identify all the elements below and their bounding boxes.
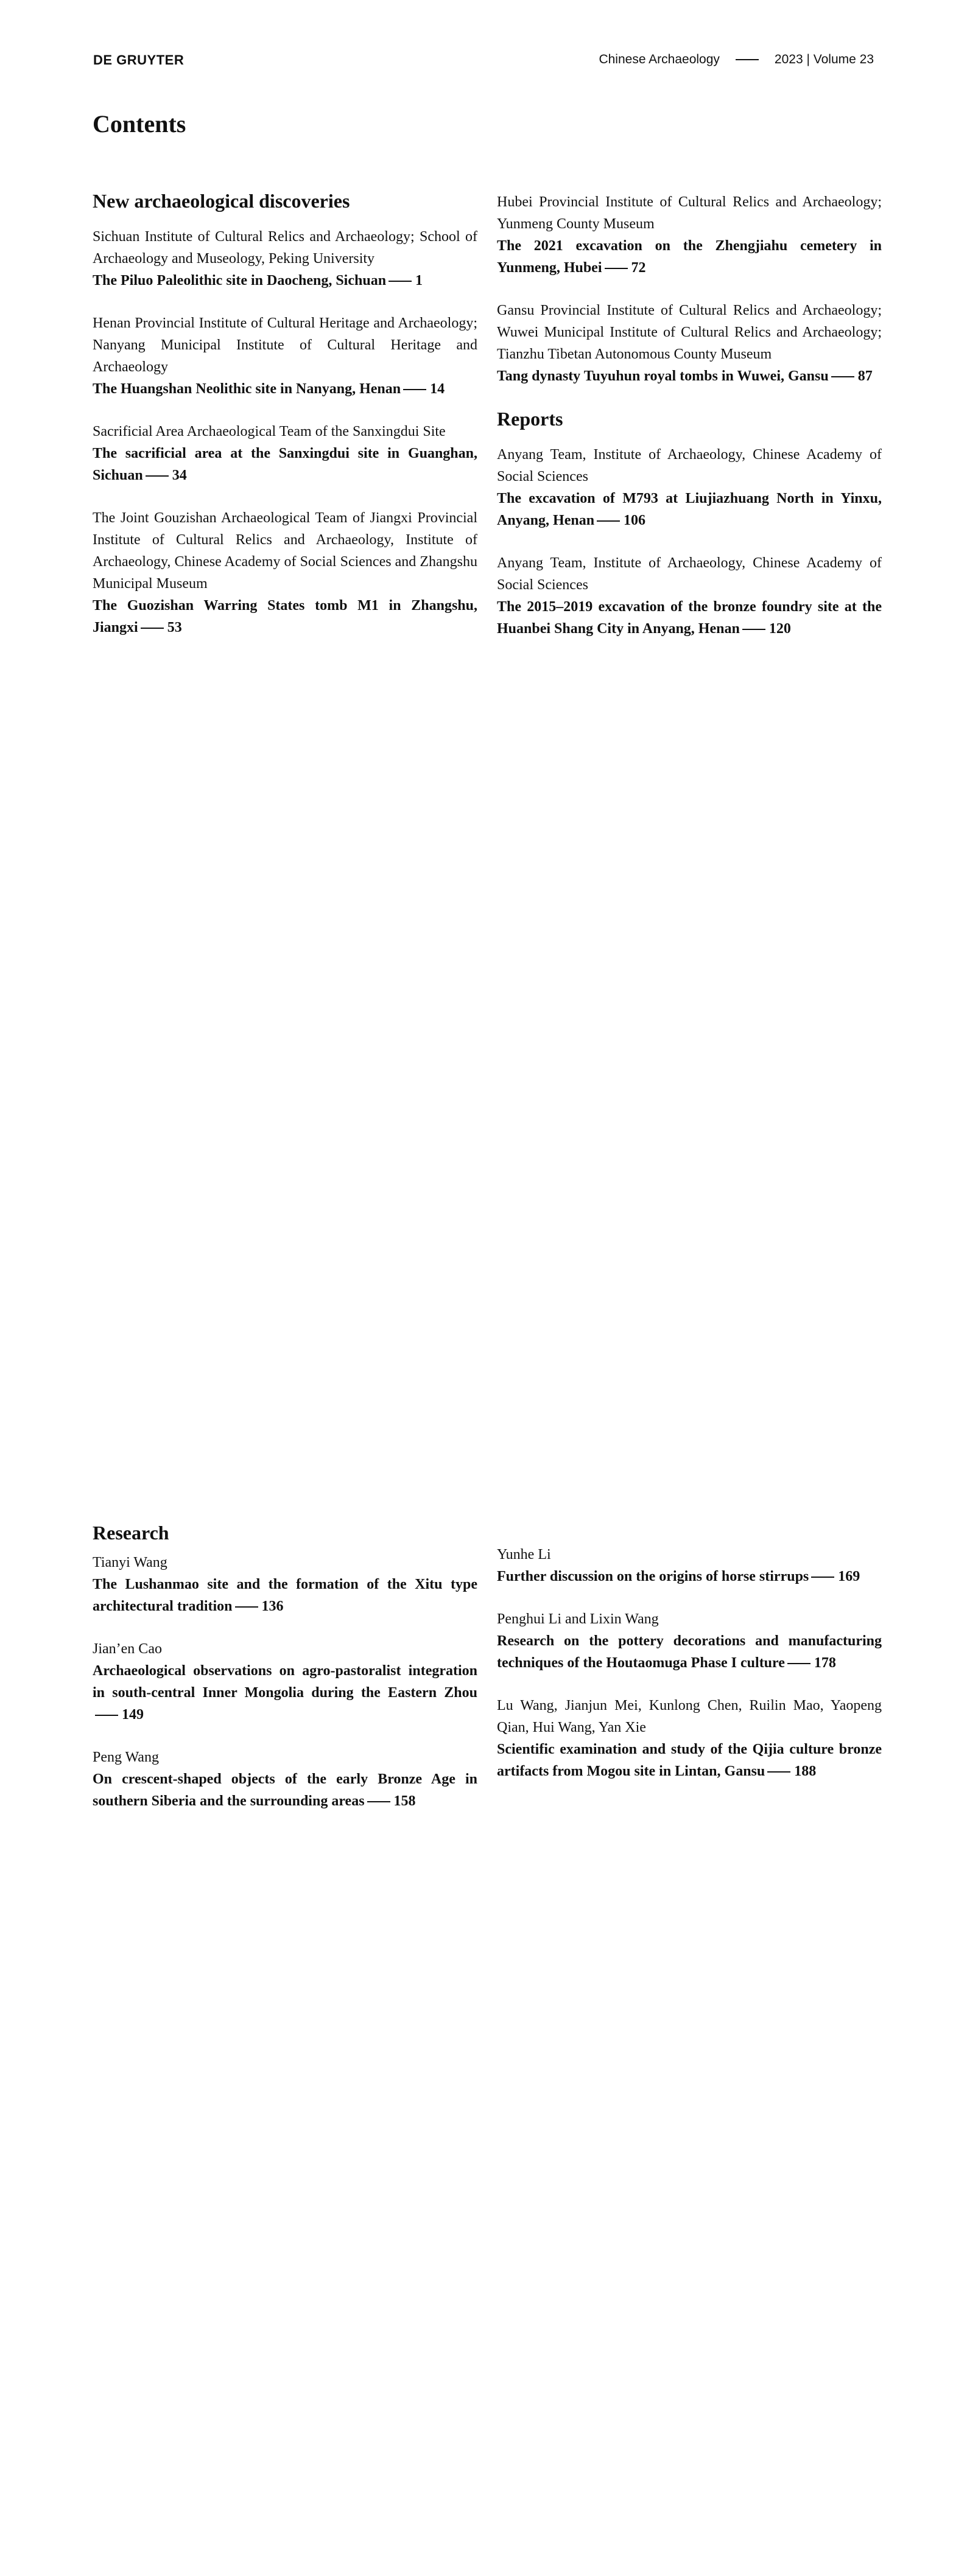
entry-authors: Hubei Provincial Institute of Cultural Relics and Archaeology; Yunmeng County Museum xyxy=(497,194,882,232)
toc-entry[interactable] xyxy=(93,1552,477,1617)
entry-title-link[interactable]: The 2021 excavation on the Zhengjiahu cemetery in Yunmeng, Hubei 72 xyxy=(497,238,882,276)
entry-title-link[interactable]: The Piluo Paleolithic site in Daocheng, Sichuan 1 xyxy=(93,272,423,289)
entry-authors: Gansu Provincial Institute of Cultural Relics and Archaeology; Wuwei Municipal Institute of Cultural Relics and Archaeology; Tianzhu Tibetan Autonomous County Museum xyxy=(497,303,882,362)
page-number: 158 xyxy=(393,1793,416,1809)
page-dash xyxy=(403,389,426,390)
page-dash xyxy=(367,1801,390,1802)
entry-authors: Anyang Team, Institute of Archaeology, Chinese Academy of Social Sciences xyxy=(497,446,882,485)
toc-entry[interactable] xyxy=(93,507,477,639)
page-dash xyxy=(95,1715,118,1716)
page-number: 72 xyxy=(631,260,646,276)
entry-authors: Henan Provincial Institute of Cultural Heritage and Archaeology; Nanyang Municipal Institute of Cultural Heritage and Archaeology xyxy=(93,315,477,375)
entry-authors: The Joint Gouzishan Archaeological Team of Jiangxi Provincial Institute of Cultural Relics and Archaeology, Institute of Archaeology, Chinese Academy of Social Sciences and Zhangshu Municipal Museum xyxy=(93,509,477,592)
entry-title-link[interactable]: The excavation of M793 at Liujiazhuang North in Yinxu, Anyang, Henan 106 xyxy=(497,490,882,528)
page-number: 1 xyxy=(415,272,423,289)
discoveries-column-right xyxy=(497,191,882,660)
toc-entry[interactable] xyxy=(497,1695,882,1782)
toc-entry[interactable] xyxy=(93,312,477,400)
entry-title-link[interactable]: The Lushanmao site and the formation of the Xitu type architectural tradition 136 xyxy=(93,1576,477,1614)
page-number: 53 xyxy=(167,619,182,635)
page-number: 169 xyxy=(838,1569,860,1584)
page-number: 120 xyxy=(768,620,791,637)
entry-authors: Peng Wang xyxy=(93,1749,159,1765)
entry-title-link[interactable]: The Huangshan Neolithic site in Nanyang, Henan 14 xyxy=(93,380,445,397)
page-number: 87 xyxy=(857,368,873,384)
entry-title-link[interactable]: Archaeological observations on agro-pastoralist integration in south-central Inner Mongolia during the Eastern Zhou149 xyxy=(93,1662,477,1723)
toc-entry[interactable] xyxy=(93,1638,477,1726)
page-dash xyxy=(235,1606,258,1608)
entry-title-link[interactable]: Scientific examination and study of the Qijia culture bronze artifacts from Mogou site in Lintan, Gansu 188 xyxy=(497,1741,882,1779)
section-heading-research: Research xyxy=(93,1522,169,1544)
section-heading-reports: Reports xyxy=(497,408,563,430)
issue-info: 2023 | Volume 23 xyxy=(774,52,874,66)
toc-entry[interactable] xyxy=(497,1608,882,1674)
toc-entry[interactable] xyxy=(93,226,477,292)
page-dash xyxy=(811,1577,834,1578)
page-number: 34 xyxy=(172,467,187,483)
publisher-logo: DE GRUYTER xyxy=(93,52,185,68)
entry-authors: Lu Wang, Jianjun Mei, Kunlong Chen, Ruilin Mao, Yaopeng Qian, Hui Wang, Yan Xie xyxy=(497,1698,882,1735)
research-column-left xyxy=(93,1522,477,1833)
page-dash xyxy=(146,475,169,477)
toc-entry[interactable] xyxy=(497,299,882,387)
header-dash xyxy=(736,59,759,60)
entry-authors: Tianyi Wang xyxy=(93,1554,167,1570)
page-number: 149 xyxy=(122,1706,144,1723)
toc-entry[interactable] xyxy=(93,421,477,486)
page-number: 188 xyxy=(794,1763,817,1779)
entry-title-link[interactable]: On crescent-shaped objects of the early Bronze Age in southern Siberia and the surrounding areas 158 xyxy=(93,1771,477,1809)
page-dash xyxy=(787,1663,811,1664)
toc-entry[interactable] xyxy=(497,1544,882,1587)
page-dash xyxy=(767,1771,790,1773)
toc-entry[interactable] xyxy=(497,444,882,531)
page-number: 178 xyxy=(814,1655,836,1671)
page-dash xyxy=(597,520,620,522)
journal-name: Chinese Archaeology xyxy=(599,52,720,66)
page-dash xyxy=(831,376,854,377)
entry-title-link[interactable]: Further discussion on the origins of horse stirrups 169 xyxy=(497,1569,860,1584)
toc-entry[interactable] xyxy=(93,1746,477,1812)
entry-title-link[interactable]: Tang dynasty Tuyuhun royal tombs in Wuwei, Gansu 87 xyxy=(497,368,873,384)
page-dash xyxy=(605,268,628,269)
toc-entry[interactable] xyxy=(497,191,882,279)
page-number: 136 xyxy=(261,1598,284,1614)
entry-authors: Jian’en Cao xyxy=(93,1640,162,1657)
entry-authors: Sichuan Institute of Cultural Relics and Archaeology; School of Archaeology and Museology, Peking University xyxy=(93,228,477,267)
entry-title-link[interactable]: Research on the pottery decorations and manufacturing techniques of the Houtaomuga Phase I culture 178 xyxy=(497,1633,882,1671)
page-number: 106 xyxy=(624,512,646,528)
entry-authors: Sacrificial Area Archaeological Team of the Sanxingdui Site xyxy=(93,423,446,439)
section-heading-discoveries: New archaeological discoveries xyxy=(93,190,350,212)
page-number: 14 xyxy=(430,380,445,397)
page-dash xyxy=(141,628,164,629)
entry-title-link[interactable]: The sacrificial area at the Sanxingdui site in Guanghan, Sichuan 34 xyxy=(93,445,477,483)
research-column-right xyxy=(497,1544,882,1803)
page-title: Contents xyxy=(93,110,186,138)
entry-authors: Yunhe Li xyxy=(497,1547,551,1563)
page-dash xyxy=(742,629,765,630)
toc-entry[interactable] xyxy=(497,552,882,640)
entry-title-link[interactable]: The Guozishan Warring States tomb M1 in Zhangshu, Jiangxi 53 xyxy=(93,597,477,635)
discoveries-column-left xyxy=(93,190,477,659)
entry-authors: Anyang Team, Institute of Archaeology, Chinese Academy of Social Sciences xyxy=(497,555,882,593)
page-dash xyxy=(389,281,412,282)
entry-authors: Penghui Li and Lixin Wang xyxy=(497,1611,659,1627)
running-header xyxy=(599,52,874,67)
entry-title-link[interactable]: The 2015–2019 excavation of the bronze foundry site at the Huanbei Shang City in Anyang, Henan 120 xyxy=(497,598,882,637)
